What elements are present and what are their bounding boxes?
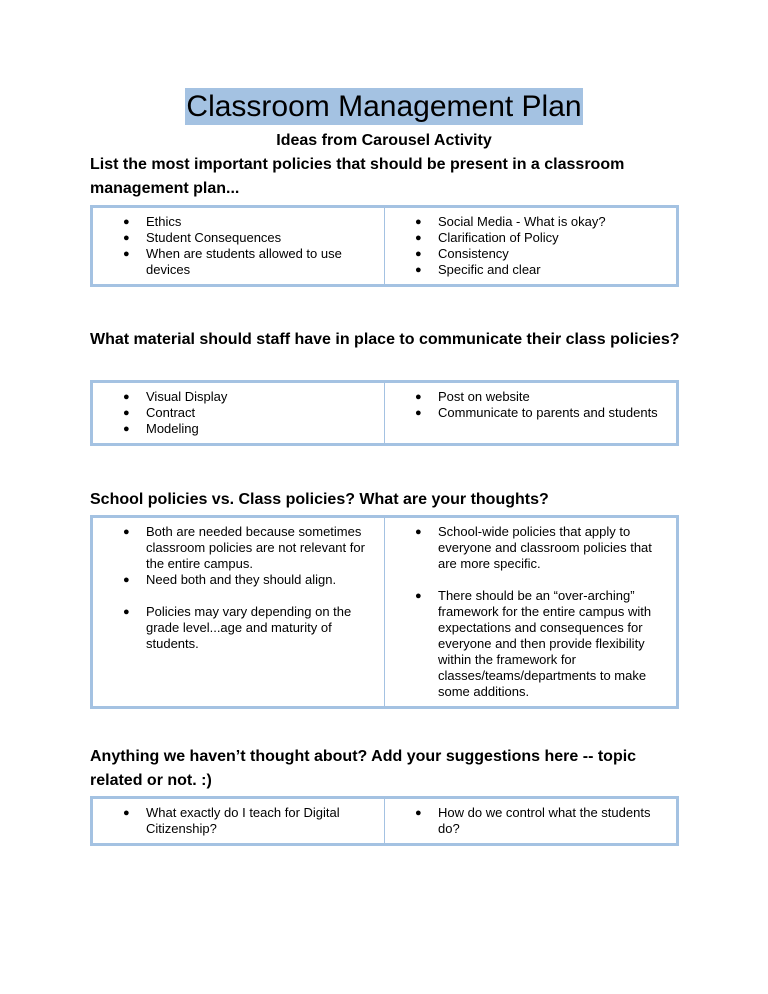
list-item — [93, 389, 382, 405]
bullet-icon: ● — [123, 391, 130, 403]
list-item — [93, 524, 382, 572]
bullet-list — [93, 389, 382, 437]
answer-column-left — [92, 207, 385, 286]
document-subtitle: Ideas from Carousel Activity — [276, 132, 492, 149]
list-item — [93, 405, 382, 421]
list-item — [385, 262, 674, 278]
document-title: Classroom Management Plan — [186, 90, 582, 123]
answer-table-3 — [90, 515, 679, 709]
answer-column-right — [385, 207, 678, 286]
bullet-icon: ● — [415, 232, 422, 244]
bullet-list — [385, 805, 674, 837]
title-wrapper — [0, 88, 768, 125]
bullet-list — [93, 214, 382, 278]
list-item — [385, 405, 674, 421]
list-item-text: Post on website — [438, 389, 530, 404]
answer-column-left — [92, 382, 385, 445]
list-item — [93, 604, 382, 652]
bullet-icon: ● — [123, 248, 130, 260]
bullet-icon: ● — [415, 807, 422, 819]
list-item — [93, 805, 382, 837]
bullet-icon: ● — [123, 574, 130, 586]
list-item-text: Student Consequences — [146, 230, 282, 245]
question-3: School policies vs. Class policies? What are your thoughts? — [90, 491, 549, 508]
bullet-icon: ● — [123, 526, 130, 538]
bullet-list — [385, 214, 674, 278]
list-item-text: School-wide policies that apply to everyone and classroom policies that are more specific. — [438, 524, 652, 571]
bullet-icon: ● — [123, 606, 130, 618]
question-2: What material should staff have in place to communicate their class policies? — [90, 331, 680, 348]
list-item — [93, 214, 382, 230]
list-item-text: Visual Display — [146, 389, 228, 404]
list-item — [93, 421, 382, 437]
list-item — [93, 246, 382, 278]
bullet-list — [385, 524, 674, 700]
bullet-icon: ● — [415, 216, 422, 228]
list-item-text: Policies may vary depending on the grade level...age and maturity of students. — [146, 604, 352, 651]
answer-table-4 — [90, 796, 679, 846]
list-item — [93, 572, 382, 588]
bullet-icon: ● — [123, 407, 130, 419]
bullet-icon: ● — [415, 407, 422, 419]
list-item-text: Communicate to parents and students — [438, 405, 658, 420]
list-item-text: When are students allowed to use devices — [146, 246, 342, 277]
bullet-icon: ● — [415, 391, 422, 403]
list-item — [385, 214, 674, 230]
list-item — [385, 524, 674, 572]
list-item — [385, 805, 674, 837]
answer-column-right — [385, 798, 678, 845]
list-item-text: Modeling — [146, 421, 199, 436]
answer-table-1 — [90, 205, 679, 287]
list-item-text: Consistency — [438, 246, 509, 261]
bullet-icon: ● — [123, 216, 130, 228]
list-item-text: Ethics — [146, 214, 182, 229]
list-item-text: There should be an “over-arching” framework for the entire campus with expectations and consequences for everyone and then provide flexibility within the framework for classes/teams/departments to make some additions. — [438, 588, 652, 699]
list-item-text: Contract — [146, 405, 196, 420]
bullet-icon: ● — [415, 248, 422, 260]
bullet-icon: ● — [123, 423, 130, 435]
list-item — [385, 246, 674, 262]
list-item-text: What exactly do I teach for Digital Citizenship? — [146, 805, 340, 836]
bullet-icon: ● — [415, 526, 422, 538]
list-item-text: Both are needed because sometimes classroom policies are not relevant for the entire campus. — [146, 524, 365, 571]
list-item-text: Clarification of Policy — [438, 230, 559, 245]
bullet-list — [385, 389, 674, 421]
bullet-icon: ● — [415, 590, 422, 602]
bullet-list — [93, 805, 382, 837]
answer-column-left — [92, 798, 385, 845]
bullet-icon: ● — [415, 264, 422, 276]
list-item — [385, 230, 674, 246]
question-4: Anything we haven’t thought about? Add your suggestions here -- topic related or not. :) — [90, 748, 637, 789]
list-item-text: How do we control what the students do? — [438, 805, 651, 836]
bullet-list — [93, 524, 382, 652]
bullet-icon: ● — [123, 807, 130, 819]
answer-table-2 — [90, 380, 679, 446]
answer-column-left — [92, 517, 385, 708]
list-item-text: Specific and clear — [438, 262, 541, 277]
answer-column-right — [385, 517, 678, 708]
question-1: List the most important policies that should be present in a classroom management plan... — [90, 156, 625, 197]
list-item-text: Social Media - What is okay? — [438, 214, 606, 229]
list-item — [385, 588, 674, 700]
bullet-icon: ● — [123, 232, 130, 244]
list-item-text: Need both and they should align. — [146, 572, 337, 587]
list-item — [93, 230, 382, 246]
answer-column-right — [385, 382, 678, 445]
list-item — [385, 389, 674, 405]
